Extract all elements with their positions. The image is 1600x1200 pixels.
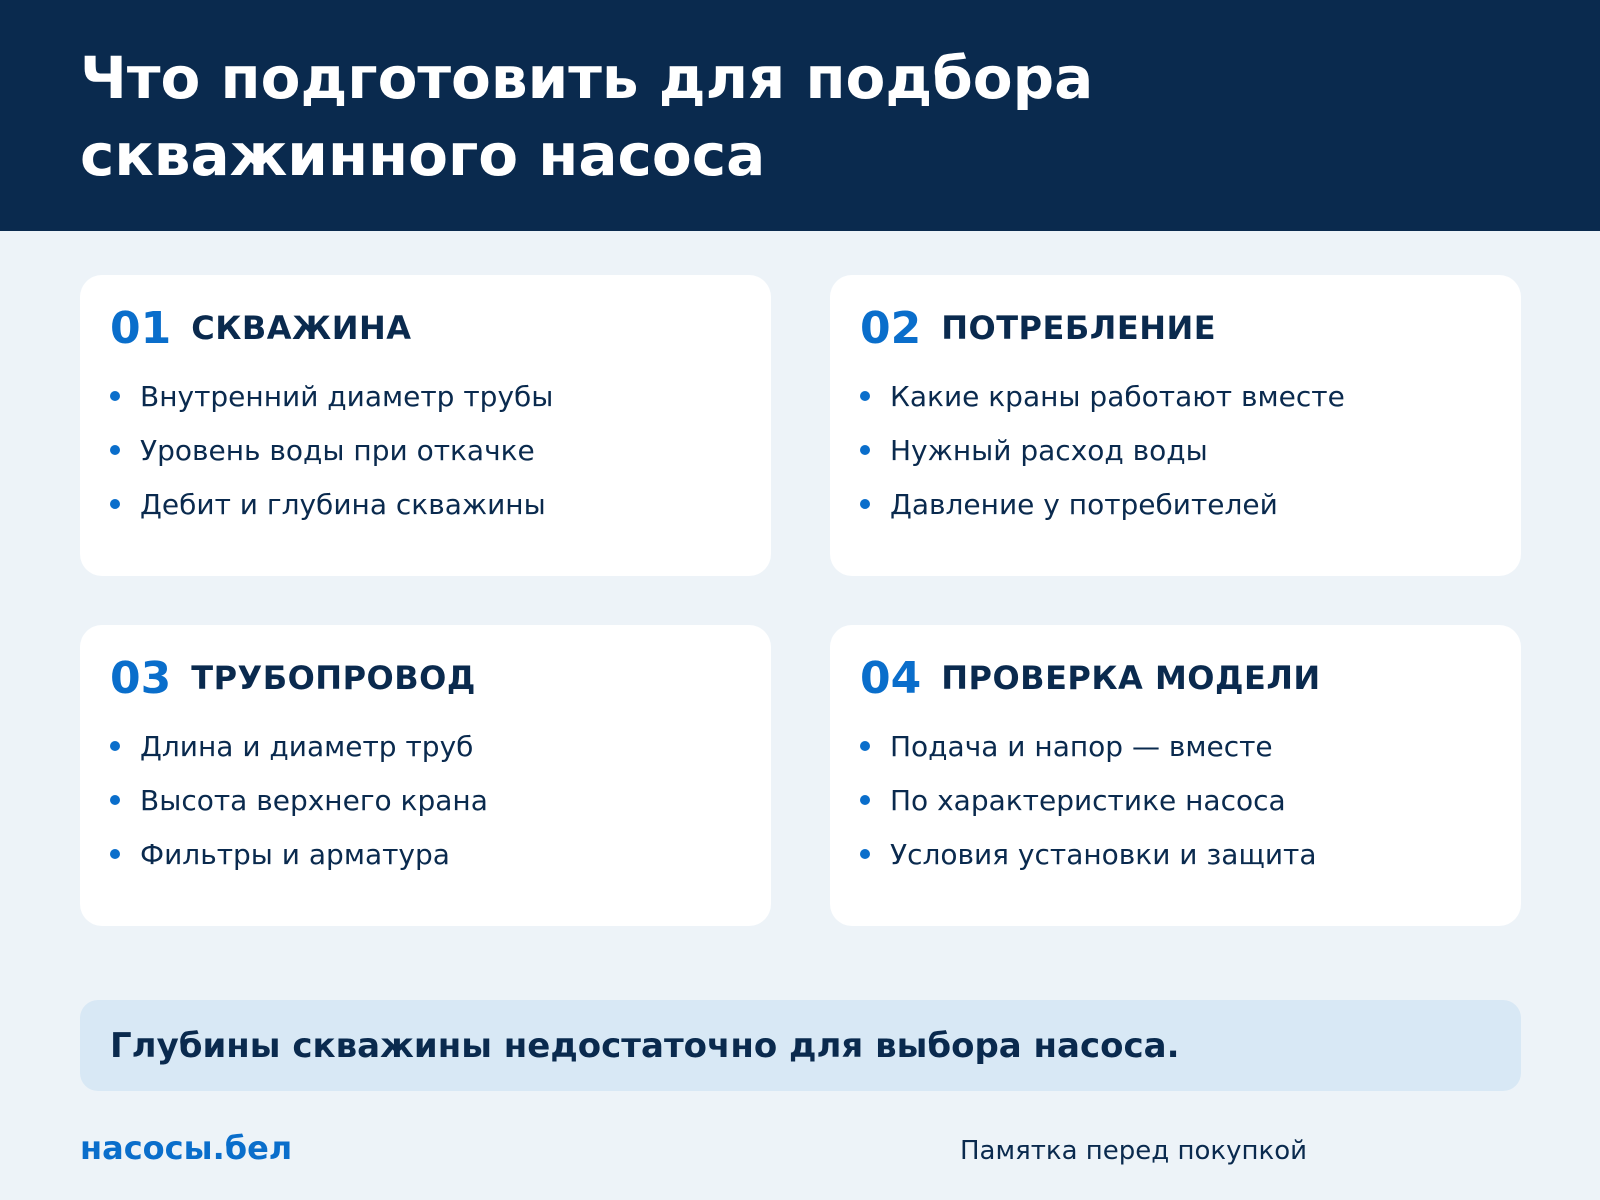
card-skvazhina (80, 275, 771, 576)
card-header (110, 300, 412, 356)
list-item (110, 773, 488, 827)
bullet-icon (110, 741, 120, 751)
list-item (860, 827, 1317, 881)
list-item (110, 827, 488, 881)
list-item-text: Какие краны работают вместе (890, 379, 1345, 413)
card-title: ПРОВЕРКА МОДЕЛИ (941, 659, 1321, 697)
list-item-text: Давление у потребителей (890, 487, 1278, 521)
list-item-text: Подача и напор — вместе (890, 729, 1273, 763)
card-truboprovod (80, 625, 771, 926)
bullet-icon (110, 499, 120, 509)
callout-note-text: Глубины скважины недостаточно для выбора насоса. (110, 1025, 1180, 1066)
bullet-icon (860, 741, 870, 751)
card-number: 03 (110, 652, 172, 704)
checklist (110, 719, 488, 881)
checklist (110, 369, 553, 531)
list-item-text: Высота верхнего крана (140, 783, 488, 817)
list-item-text: Уровень воды при откачке (140, 433, 535, 467)
list-item-text: По характеристике насоса (890, 783, 1286, 817)
list-item-text: Нужный расход воды (890, 433, 1208, 467)
callout-note (80, 1000, 1521, 1091)
bullet-icon (110, 445, 120, 455)
header-banner (0, 0, 1600, 231)
list-item (860, 719, 1317, 773)
list-item-text: Внутренний диаметр трубы (140, 379, 554, 413)
list-item-text: Фильтры и арматура (140, 837, 450, 871)
card-number: 02 (860, 302, 922, 354)
checklist (860, 369, 1345, 531)
card-number: 04 (860, 652, 922, 704)
list-item (860, 773, 1317, 827)
card-title: ПОТРЕБЛЕНИЕ (941, 309, 1217, 347)
list-item (110, 477, 553, 531)
bullet-icon (110, 391, 120, 401)
list-item-text: Длина и диаметр труб (140, 729, 474, 763)
bullet-icon (860, 499, 870, 509)
list-item (110, 719, 488, 773)
bullet-icon (860, 849, 870, 859)
list-item (110, 423, 553, 477)
list-item (860, 369, 1345, 423)
bullet-icon (860, 391, 870, 401)
card-number: 01 (110, 302, 172, 354)
bullet-icon (110, 795, 120, 805)
checklist (860, 719, 1317, 881)
card-title: ТРУБОПРОВОД (191, 659, 476, 697)
list-item-text: Условия установки и защита (890, 837, 1317, 871)
bullet-icon (860, 445, 870, 455)
list-item (860, 423, 1345, 477)
card-proverka-modeli (830, 625, 1521, 926)
card-potreblenie (830, 275, 1521, 576)
bullet-icon (110, 849, 120, 859)
card-title: СКВАЖИНА (191, 309, 412, 347)
list-item-text: Дебит и глубина скважины (140, 487, 546, 521)
list-item (110, 369, 553, 423)
brand-name: насосы.бел (80, 1129, 293, 1167)
footer-caption: Памятка перед покупкой (960, 1136, 1308, 1166)
card-header (860, 300, 1216, 356)
page-title: Что подготовить для подбора скважинного насоса (80, 44, 1094, 189)
card-header (860, 650, 1321, 706)
card-header (110, 650, 476, 706)
list-item (860, 477, 1345, 531)
bullet-icon (860, 795, 870, 805)
